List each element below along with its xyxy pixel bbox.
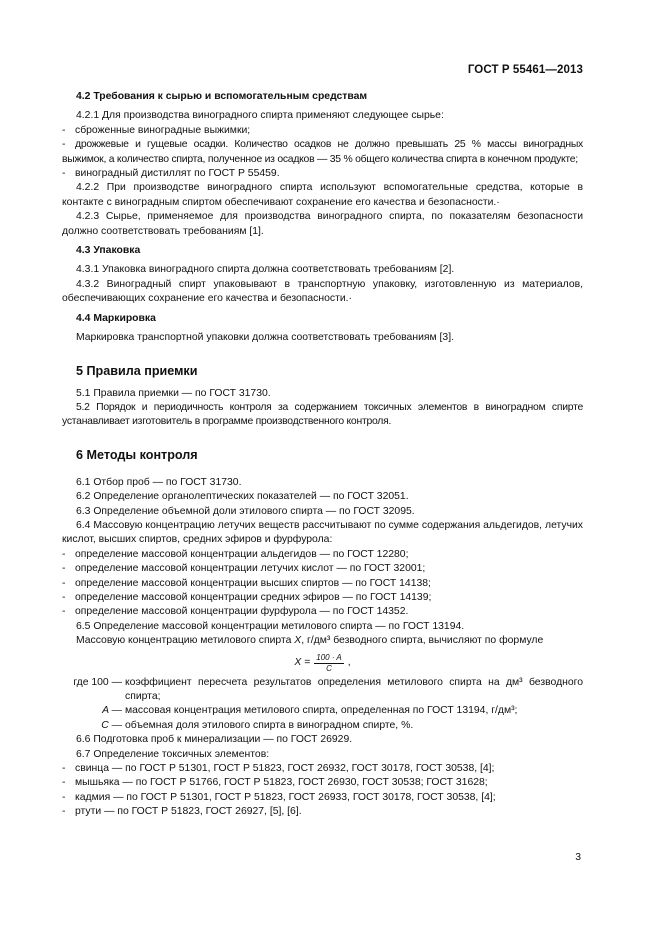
list-item: - определение массовой концентрации высших спиртов — по ГОСТ 14138; [62, 577, 431, 589]
formula-denominator: C [326, 663, 332, 673]
list-item: - виноградный дистиллят по ГОСТ Р 55459. [62, 168, 280, 180]
paragraph-6-3: 6.3 Определение объемной доли этилового спирта — по ГОСТ 32095. [76, 505, 415, 517]
paragraph-6-7: 6.7 Определение токсичных элементов: [76, 748, 270, 760]
section-4-3-title: 4.3 Упаковка [76, 245, 141, 257]
paragraph-4-3-2: 4.3.2 Виноградный спирт упаковывают в транспортную упаковку, изготовленную из материалов, обеспечивающих сохранение его качества и безопасности.· [62, 278, 583, 305]
paragraph-4-4: Маркировка транспортной упаковки должна соответствовать требованиям [3]. [76, 332, 454, 344]
list-item: - сброженные виноградные выжимки; [62, 124, 251, 136]
paragraph-4-2-1: 4.2.1 Для производства виноградного спирта применяют следующее сырье: [76, 110, 444, 122]
list-item: - определение массовой концентрации фурфурола — по ГОСТ 14352. [62, 606, 409, 618]
legend-key: C — [101, 719, 122, 731]
section-4-2-title: 4.2 Требования к сырью и вспомогательным средствам [76, 91, 368, 102]
list-item: - определение массовой концентрации средних эфиров — по ГОСТ 14139; [62, 591, 432, 603]
paragraph-6-1: 6.1 Отбор проб — по ГОСТ 31730. [76, 476, 242, 488]
paragraph-5-2: 5.2 Порядок и периодичность контроля за содержанием токсичных элементов в виноградном спирте устанавливает изготовитель в программе производственного контроля. [62, 401, 583, 428]
paragraph-6-4: 6.4 Массовую концентрацию летучих веществ рассчитывают по сумме содержания альдегидов, летучих кислот, высших спиртов, средних эфиров и фурфурола: [62, 519, 583, 546]
list-item: - определение массовой концентрации альдегидов — по ГОСТ 12280; [62, 548, 409, 560]
legend-row [46, 719, 583, 733]
paragraph-6-5-formula-intro: Массовую концентрацию метилового спирта X, г/дм³ безводного спирта, вычисляют по формуле [76, 635, 544, 647]
paragraph-6-5: 6.5 Определение массовой концентрации метилового спирта — по ГОСТ 13194. [76, 620, 465, 632]
paragraph-6-2: 6.2 Определение органолептических показателей — по ГОСТ 32051. [76, 491, 409, 503]
list-item: - мышьяка — по ГОСТ Р 51766, ГОСТ Р 51823, ГОСТ 26930, ГОСТ 30538; ГОСТ 31628; [62, 777, 488, 789]
legend-key: где 100 — [73, 676, 122, 688]
paragraph-5-1: 5.1 Правила приемки — по ГОСТ 31730. [76, 387, 271, 399]
list-item: - определение массовой концентрации летучих кислот — по ГОСТ 32001; [62, 563, 426, 575]
methanol-formula [62, 653, 583, 674]
section-6-title: 6 Методы контроля [76, 447, 198, 462]
paragraph-6-6: 6.6 Подготовка проб к минерализации — по ГОСТ 26929. [76, 734, 353, 746]
paragraph-4-2-2: 4.2.2 При производстве виноградного спирта используют вспомогательные средства, которые в контакте с виноградным спиртом обеспечивают сохранение его качества и безопасности.· [62, 182, 583, 208]
legend-value: коэффициент пересчета результатов определения метилового спирта на дм³ безводного спирта; [125, 676, 583, 702]
legend-value: массовая концентрация метилового спирта, определенная по ГОСТ 13194, г/дм³; [125, 705, 518, 717]
list-item: - ртути — по ГОСТ Р 51823, ГОСТ 26927, [5], [6]. [62, 806, 302, 818]
legend-value: объемная доля этилового спирта в виноградном спирте, %. [125, 719, 414, 731]
section-4-4-title: 4.4 Маркировка [76, 312, 156, 324]
legend-row [46, 676, 583, 705]
section-5-title: 5 Правила приемки [76, 363, 198, 378]
list-item: - дрожжевые и гущевые осадки. Количество осадков не должно превышать 25 % массы виноградных выжимок, а количество спирта, полученное из осадков — 35 % общего количества спирта в конечном продукте; [62, 139, 583, 165]
formula-tail: , [347, 656, 351, 668]
paragraph-4-2-3: 4.2.3 Сырье, применяемое для производства виноградного спирта, по показателям безопасности должно соответствовать требованиям [1]. [62, 211, 583, 237]
legend-row [46, 704, 583, 718]
formula-fraction [314, 653, 344, 674]
legend-key: A — [102, 705, 122, 717]
list-item: - кадмия — по ГОСТ Р 51301, ГОСТ Р 51823, ГОСТ 26933, ГОСТ 30178, ГОСТ 30538, [4]; [62, 791, 496, 803]
page-content [62, 90, 583, 820]
paragraph-4-3-1: 4.3.1 Упаковка виноградного спирта должна соответствовать требованиям [2]. [76, 264, 455, 276]
formula-numerator: 100 · A [316, 652, 342, 662]
formula-lhs: X = [294, 656, 311, 668]
list-item: - свинца — по ГОСТ Р 51301, ГОСТ Р 51823, ГОСТ 26932, ГОСТ 30178, ГОСТ 30538, [4]; [62, 763, 495, 775]
page-number: 3 [575, 852, 581, 863]
formula-legend [46, 676, 583, 734]
document-header-code: ГОСТ Р 55461—2013 [467, 64, 583, 76]
